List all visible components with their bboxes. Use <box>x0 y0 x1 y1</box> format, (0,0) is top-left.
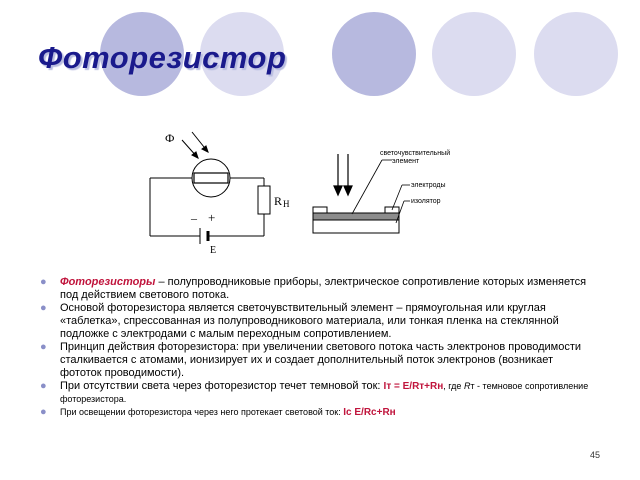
battery-symbol <box>200 228 208 244</box>
list-item <box>36 341 596 380</box>
bullet-dot: ● <box>40 276 47 288</box>
flux-label: Ф <box>165 131 175 145</box>
bullet-dot: ● <box>40 302 47 314</box>
photoresistor-body <box>194 173 228 183</box>
list-item <box>36 380 596 406</box>
resistance-symbol: R <box>463 381 471 391</box>
label-electrodes: электроды <box>411 182 446 189</box>
light-arrows <box>182 132 208 158</box>
label-sensitive-line1: светочувствительный <box>380 150 451 157</box>
bullet-text: Основой фоторезистора является светочувствительный элемент – прямоугольная или круглая «таблетка», спрессованная из полупроводникового материала, или тонкая пленка на стеклянной подложке с электродами с малым переходным сопротивлением. <box>60 302 559 340</box>
term-highlight: Фоторезисторы <box>60 276 156 288</box>
bullet-dot: ● <box>40 380 47 392</box>
list-item <box>36 302 596 341</box>
bullet-text: При отсутствии света через фоторезистор течет темновой ток: <box>60 380 384 392</box>
bullet-text: При освещении фоторезистора через него протекает световой ток: <box>60 407 344 417</box>
load-resistor <box>258 186 270 214</box>
bullet-text: – полупроводниковые приборы, электрическое сопротивление которых изменяется под действием светового потока. <box>60 276 587 301</box>
resistor-subscript: Н <box>283 199 290 209</box>
resistor-label: R <box>274 194 283 208</box>
bullet-text: т - темновое сопротивление фоторезистора. <box>60 381 589 404</box>
bullet-dot: ● <box>40 406 47 418</box>
light-current-formula: Ic E/Rc+Rн <box>343 407 396 418</box>
electrode-left <box>313 207 327 213</box>
label-sensitive-line2: элемент <box>392 158 420 165</box>
page-number: 45 <box>589 450 600 460</box>
plus-sign: + <box>208 210 216 225</box>
minus-sign: – <box>191 211 197 225</box>
label-insulator: изолятор <box>411 198 441 205</box>
bullet-text: Принцип действия фоторезистора: при увеличении светового потока часть электронов проводимости сталкивается с атомами, ионизирует их и создает дополнительный поток электронов (возникает фототок проводимости). <box>60 341 581 379</box>
list-item <box>36 406 596 419</box>
slide-title: Фоторезистор <box>38 40 287 75</box>
source-label: E <box>210 245 217 256</box>
light-rays <box>334 154 352 195</box>
bullet-dot: ● <box>40 341 47 353</box>
bullet-text: , где <box>443 381 464 391</box>
dark-current-formula: Iт = E/Rт+Rн <box>383 381 444 392</box>
sensitive-layer <box>313 213 399 220</box>
list-item <box>36 276 596 302</box>
insulator-substrate <box>313 220 399 233</box>
bullet-list <box>36 276 596 419</box>
